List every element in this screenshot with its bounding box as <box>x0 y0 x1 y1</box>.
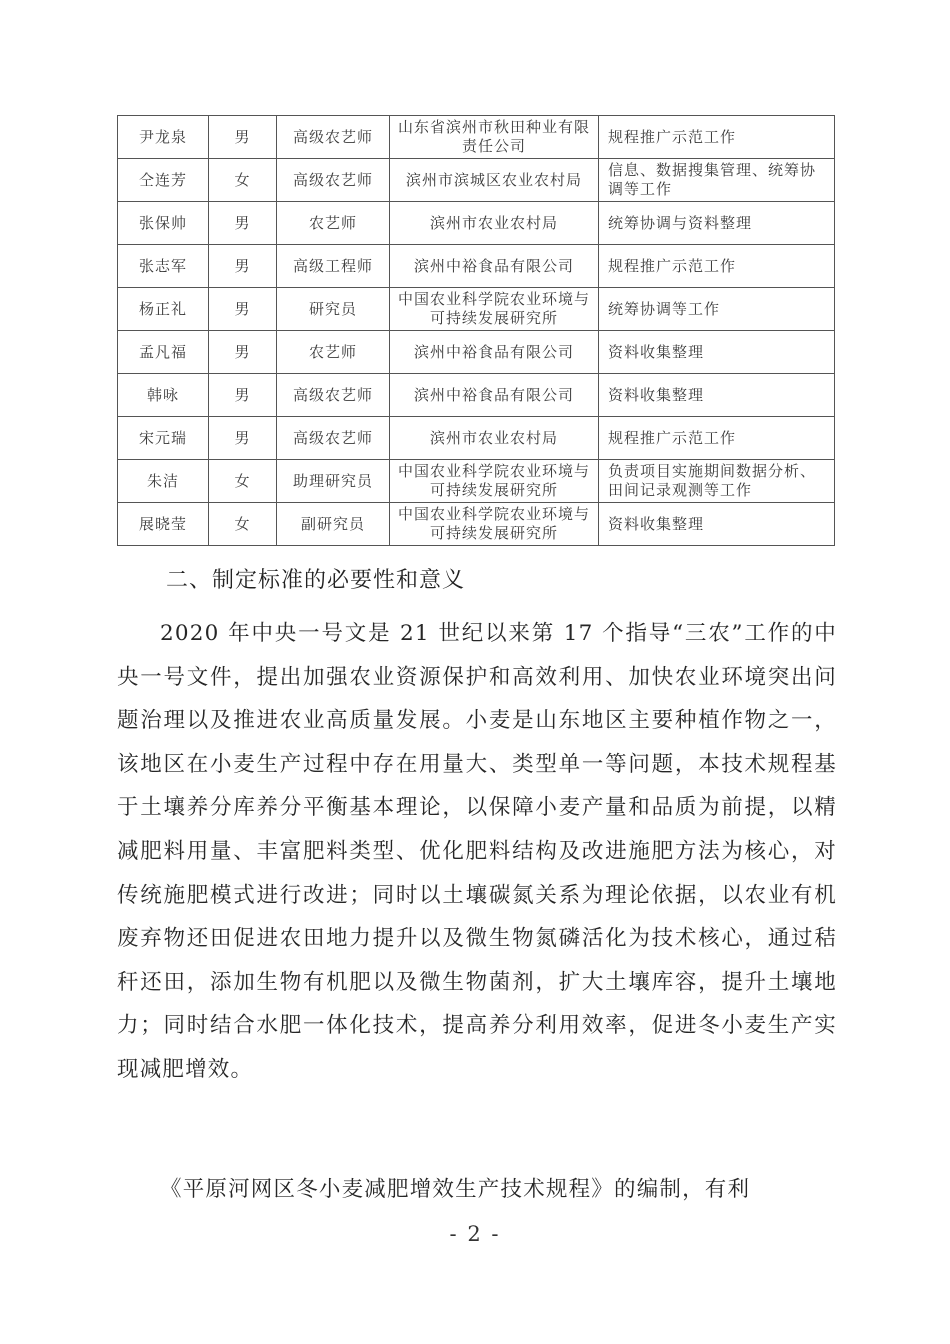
cell-gender: 男 <box>209 331 277 374</box>
cell-organization: 山东省滨州市秋田种业有限责任公司 <box>390 116 599 159</box>
table-row <box>118 331 835 374</box>
cell-title: 农艺师 <box>277 202 390 245</box>
cell-duty: 资料收集整理 <box>599 331 835 374</box>
cell-name: 仝连芳 <box>118 159 209 202</box>
cell-gender: 女 <box>209 159 277 202</box>
cell-organization: 中国农业科学院农业环境与可持续发展研究所 <box>390 503 599 546</box>
cell-duty: 负责项目实施期间数据分析、田间记录观测等工作 <box>599 460 835 503</box>
paragraph: 2020 年中央一号文是 21 世纪以来第 17 个指导“三农”工作的中央一号文件，提出加强农业资源保护和高效利用、加快农业环境突出问题治理以及推进农业高质量发展。小麦是山东地区主要种植作物之一，该地区在小麦生产过程中存在用量大、类型单一等问题，本技术规程基于土壤养分库养分平衡基本理论，以保障小麦产量和品质为前提，以精减肥料用量、丰富肥料类型、优化肥料结构及改进施肥方法为核心，对传统施肥模式进行改进；同时以土壤碳氮关系为理论依据，以农业有机废弃物还田促进农田地力提升以及微生物氮磷活化为技术核心，通过秸秆还田，添加生物有机肥以及微生物菌剂，扩大土壤库容，提升土壤地力；同时结合水肥一体化技术，提高养分利用效率，促进冬小麦生产实现减肥增效。 <box>117 621 837 1082</box>
cell-organization: 滨州中裕食品有限公司 <box>390 331 599 374</box>
cell-gender: 男 <box>209 116 277 159</box>
cell-title: 高级工程师 <box>277 245 390 288</box>
table-row <box>118 374 835 417</box>
cell-title: 高级农艺师 <box>277 159 390 202</box>
cell-duty: 规程推广示范工作 <box>599 116 835 159</box>
section-body <box>117 612 837 1092</box>
table-row <box>118 288 835 331</box>
table-row <box>118 116 835 159</box>
cell-organization: 滨州市农业农村局 <box>390 202 599 245</box>
staff-table <box>117 115 835 546</box>
cell-duty: 资料收集整理 <box>599 503 835 546</box>
cell-organization: 滨州市农业农村局 <box>390 417 599 460</box>
cell-gender: 男 <box>209 202 277 245</box>
cell-gender: 女 <box>209 460 277 503</box>
cell-name: 张保帅 <box>118 202 209 245</box>
cell-name: 张志军 <box>118 245 209 288</box>
table-row <box>118 460 835 503</box>
table-row <box>118 202 835 245</box>
cell-organization: 滨州市滨城区农业农村局 <box>390 159 599 202</box>
page-number: - 2 - <box>449 1222 501 1246</box>
cell-organization: 滨州中裕食品有限公司 <box>390 245 599 288</box>
table-row <box>118 503 835 546</box>
cell-gender: 男 <box>209 374 277 417</box>
cell-duty: 资料收集整理 <box>599 374 835 417</box>
cell-title: 高级农艺师 <box>277 374 390 417</box>
cell-title: 农艺师 <box>277 331 390 374</box>
cell-name: 朱洁 <box>118 460 209 503</box>
table-row <box>118 417 835 460</box>
cell-name: 孟凡福 <box>118 331 209 374</box>
cell-organization: 中国农业科学院农业环境与可持续发展研究所 <box>390 288 599 331</box>
cell-gender: 男 <box>209 288 277 331</box>
cell-title: 助理研究员 <box>277 460 390 503</box>
cell-duty: 信息、数据搜集管理、统筹协调等工作 <box>599 159 835 202</box>
cell-title: 高级农艺师 <box>277 116 390 159</box>
cell-name: 展晓莹 <box>118 503 209 546</box>
cell-duty: 统筹协调等工作 <box>599 288 835 331</box>
section-heading: 二、制定标准的必要性和意义 <box>166 568 466 593</box>
cell-gender: 男 <box>209 417 277 460</box>
cell-organization: 中国农业科学院农业环境与可持续发展研究所 <box>390 460 599 503</box>
cell-duty: 统筹协调与资料整理 <box>599 202 835 245</box>
cell-name: 杨正礼 <box>118 288 209 331</box>
cell-name: 尹龙泉 <box>118 116 209 159</box>
cell-name: 宋元瑞 <box>118 417 209 460</box>
table-row <box>118 245 835 288</box>
cell-gender: 女 <box>209 503 277 546</box>
cell-gender: 男 <box>209 245 277 288</box>
cell-duty: 规程推广示范工作 <box>599 245 835 288</box>
cell-name: 韩咏 <box>118 374 209 417</box>
paragraph: 《平原河网区冬小麦减肥增效生产技术规程》的编制，有利 <box>160 1177 751 1202</box>
table-row <box>118 159 835 202</box>
cell-title: 高级农艺师 <box>277 417 390 460</box>
cell-title: 副研究员 <box>277 503 390 546</box>
cell-organization: 滨州中裕食品有限公司 <box>390 374 599 417</box>
cell-title: 研究员 <box>277 288 390 331</box>
staff-table-body <box>118 116 835 546</box>
cell-duty: 规程推广示范工作 <box>599 417 835 460</box>
